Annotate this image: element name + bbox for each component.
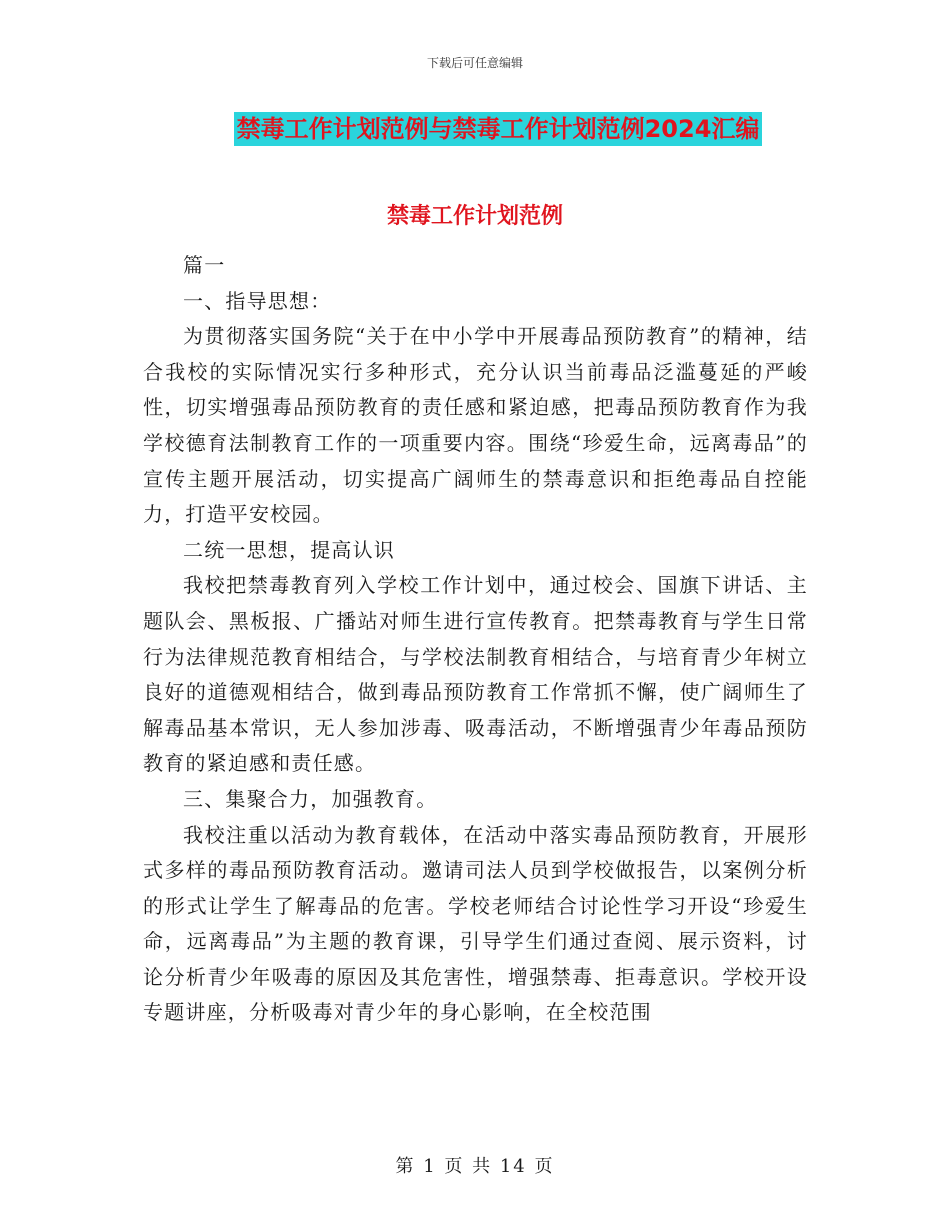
section-title: 禁毒工作计划范例 — [386, 204, 563, 229]
paragraph-body: 我校注重以活动为教育载体，在活动中落实毒品预防教育，开展形式多样的毒品预防教育活动。邀请司法人员到学校做报告，以案例分析的形式让学生了解毒品的危害。学校老师结合讨论性学习开设“珍爱生命，远离毒品”为主题的教育课，引导学生们通过查阅、展示资料，讨论分析青少年吸毒的原因及其危害性，增强禁毒、拒毒意识。学校开设专题讲座，分析吸毒对青少年的身心影响，在全校范围 — [143, 822, 808, 1025]
paragraph-heading-unify-thinking: 二统一思想，提高认识 — [183, 537, 395, 562]
page-number-footer: 第 1 页 共 14 页 — [395, 1156, 555, 1177]
paragraph-part-label: 篇一 — [183, 253, 226, 277]
header-note: 下载后可任意编辑 — [426, 56, 523, 70]
paragraph-body: 我校把禁毒教育列入学校工作计划中，通过校会、国旗下讲话、主题队会、黑板报、广播站对师生进行宣传教育。把禁毒教育与学生日常行为法律规范教育相结合，与学校法制教育相结合，与培育青少年树立良好的道德观相结合，做到毒品预防教育工作常抓不懈，使广阔师生了解毒品基本常识，无人参加涉毒、吸毒活动，不断增强青少年毒品预防教育的紧迫感和责任感。 — [143, 573, 808, 776]
paragraph-body: 为贯彻落实国务院“关于在中小学中开展毒品预防教育”的精神，结合我校的实际情况实行多种形式，充分认识当前毒品泛滥蔓延的严峻性，切实增强毒品预防教育的责任感和紧迫感，把毒品预防教育作为我学校德育法制教育工作的一项重要内容。围绕“珍爱生命，远离毒品”的宣传主题开展活动，切实提高广阔师生的禁毒意识和拒绝毒品自控能力，打造平安校园。 — [143, 324, 808, 527]
main-title: 禁毒工作计划范例与禁毒工作计划范例2024汇编 — [234, 112, 763, 146]
main-title-container — [0, 112, 950, 146]
paragraph-heading-strengthen-education: 三、集聚合力，加强教育。 — [183, 786, 438, 811]
document-body — [143, 248, 808, 1031]
paragraph-heading-guiding-ideology: 一、指导思想： — [183, 288, 332, 313]
